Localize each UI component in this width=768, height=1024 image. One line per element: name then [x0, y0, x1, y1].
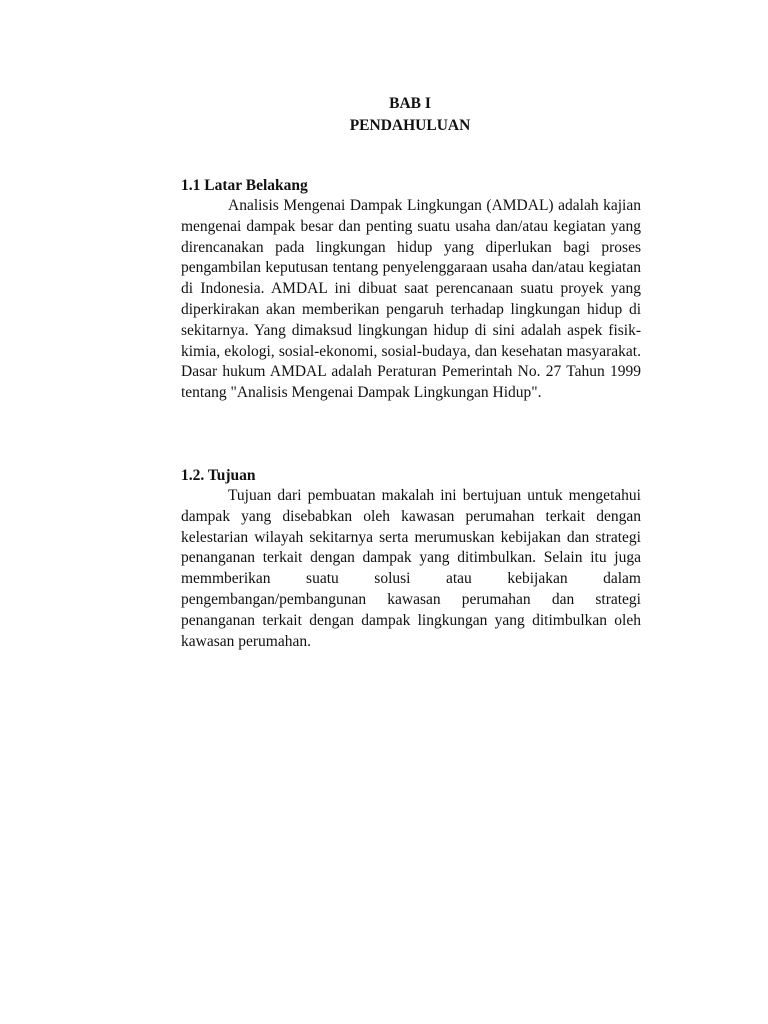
- section-heading: 1.2. Tujuan: [181, 467, 256, 484]
- section-paragraph: Tujuan dari pembuatan makalah ini bertujuan untuk mengetahui dampak yang disebabkan oleh kawasan perumahan terkait dengan kelestarian wilayah sekitarnya serta merumuskan kebijakan dan strategi penanganan terkait dengan dampak yang ditimbulkan. Selain itu juga memmberikan suatu solusi atau kebijakan dalam pengembangan/pembangunan kawasan perumahan dan strategi penanganan terkait dengan dampak lingkungan yang ditimbulkan oleh kawasan perumahan.: [181, 487, 641, 650]
- section-paragraph: Analisis Mengenai Dampak Lingkungan (AMDAL) adalah kajian mengenai dampak besar dan penting suatu usaha dan/atau kegiatan yang direncanakan pada lingkungan hidup yang diperlukan bagi proses pengambilan keputusan tentang penyelenggaraan usaha dan/atau kegiatan di Indonesia. AMDAL ini dibuat saat perencanaan suatu proyek yang diperkirakan akan memberikan pengaruh terhadap lingkungan hidup di sekitarnya. Yang dimaksud lingkungan hidup di sini adalah aspek fisik-kimia, ekologi, sosial-ekonomi, sosial-budaya, dan kesehatan masyarakat. Dasar hukum AMDAL adalah Peraturan Pemerintah No. 27 Tahun 1999 tentang "Analisis Mengenai Dampak Lingkungan Hidup".: [181, 197, 641, 402]
- section-heading: 1.1 Latar Belakang: [181, 177, 308, 194]
- section-tujuan: [181, 466, 641, 652]
- chapter-title: PENDAHULUAN: [349, 117, 471, 134]
- chapter-number: BAB I: [389, 95, 431, 112]
- section-latar-belakang: [181, 176, 641, 404]
